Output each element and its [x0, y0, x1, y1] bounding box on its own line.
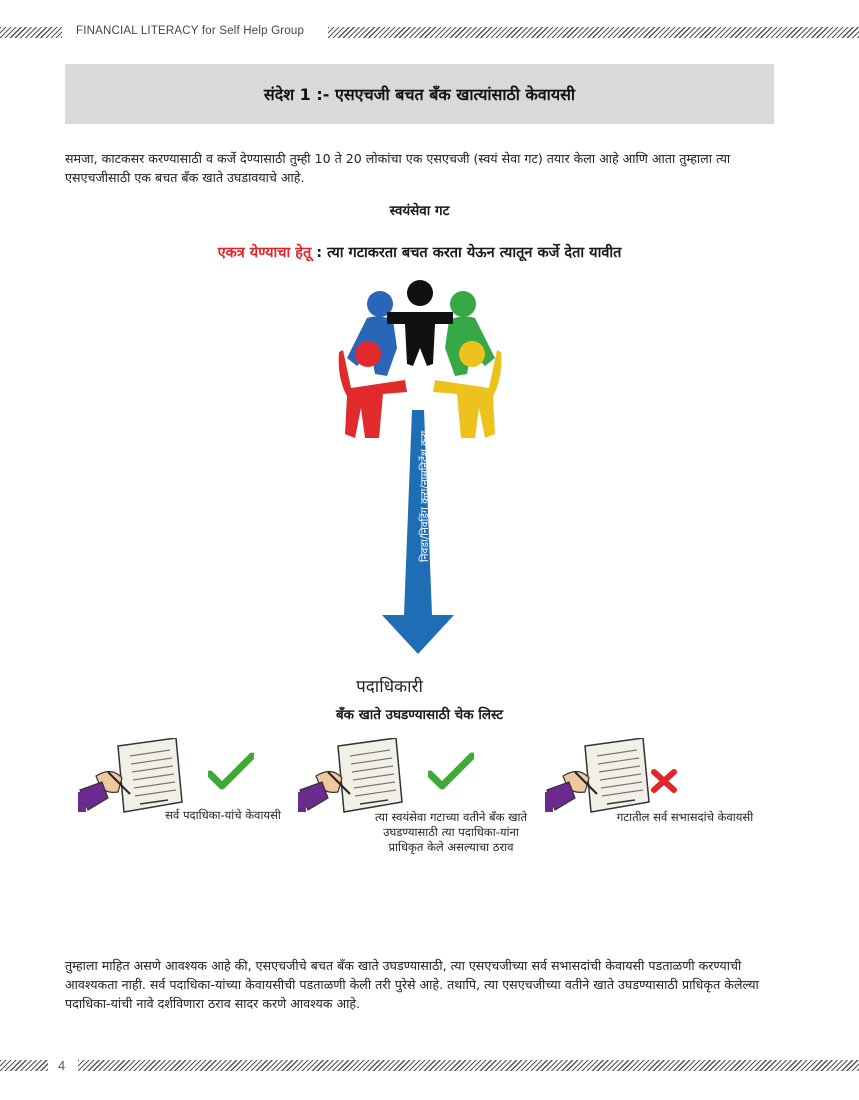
group-heading: स्वयंसेवा गट [389, 203, 450, 219]
header-hatch-left [0, 27, 62, 38]
footer-hatch-left [0, 1060, 48, 1071]
title-box [65, 64, 774, 124]
intro-paragraph: समजा, काटकसर करण्यासाठी व कर्जे देण्यासाठी तुम्ही 10 ते 20 लोकांचा एक एसएचजी (स्वयं सेवा गट) तयार केला आहे आणि आता तुम्हाला त्या एसएचजीसाठी एक बचत बँक खाते उघडावयाचे आहे. [65, 151, 731, 185]
checklist-item-label: त्या स्वयंसेवा गटाच्या वतीने बँक खाते उघडण्यासाठी त्या पदाधिका-यांना प्राधिकृत केले असल्याचा ठराव [374, 810, 528, 854]
checklist-item-label: गटातील सर्व सभासदांचे केवायसी [616, 810, 754, 824]
conclusion-paragraph: तुम्हाला माहित असणे आवश्यक आहे की, एसएचजीचे बचत बँक खाते उघडण्यासाठी, त्या एसएचजीच्या सर्व सभासदांची केवायसी पडताळणी करण्याची आवश्यकता नाही. सर्व पदाधिका-यांच्या केवायसीची पडताळणी केली तरी पुरेसे आहे. तथापि, त्या एसएचजीच्या वतीने खाते उघडण्यासाठी प्राधिकृत केलेल्या पदाधिका-यांची नावे दर्शविणारा ठराव सादर करणे आवश्यक आहे. [65, 958, 759, 1011]
footer-hatch-right [78, 1060, 859, 1071]
check-icon [208, 752, 254, 792]
checklist-title: बँक खाते उघडण्यासाठी चेक लिस्ट [335, 707, 504, 723]
header-hatch-right [328, 27, 859, 38]
check-icon [428, 752, 474, 792]
purpose-line [65, 242, 774, 262]
cross-icon [650, 768, 678, 794]
page-number: 4 [58, 1058, 66, 1073]
checklist-item-label: सर्व पदाधिका-यांचे केवायसी [165, 808, 281, 822]
purpose-label: एकत्र येण्याचा हेतू [217, 245, 312, 261]
arrow-text: निवडा/निवडिंग करा/नामनिर्देश करा [419, 430, 431, 562]
black-person-icon [387, 280, 453, 366]
officers-heading: पदाधिकारी [356, 677, 423, 697]
header-label: FINANCIAL LITERACY for Self Help Group [70, 25, 310, 37]
page-title: संदेश 1 :- एसएचजी बचत बँक खात्यांसाठी केवायसी [263, 85, 576, 104]
purpose-text: : त्या गटाकरता बचत करता येऊन त्यातून कर्जे देता यावीत [311, 245, 622, 261]
